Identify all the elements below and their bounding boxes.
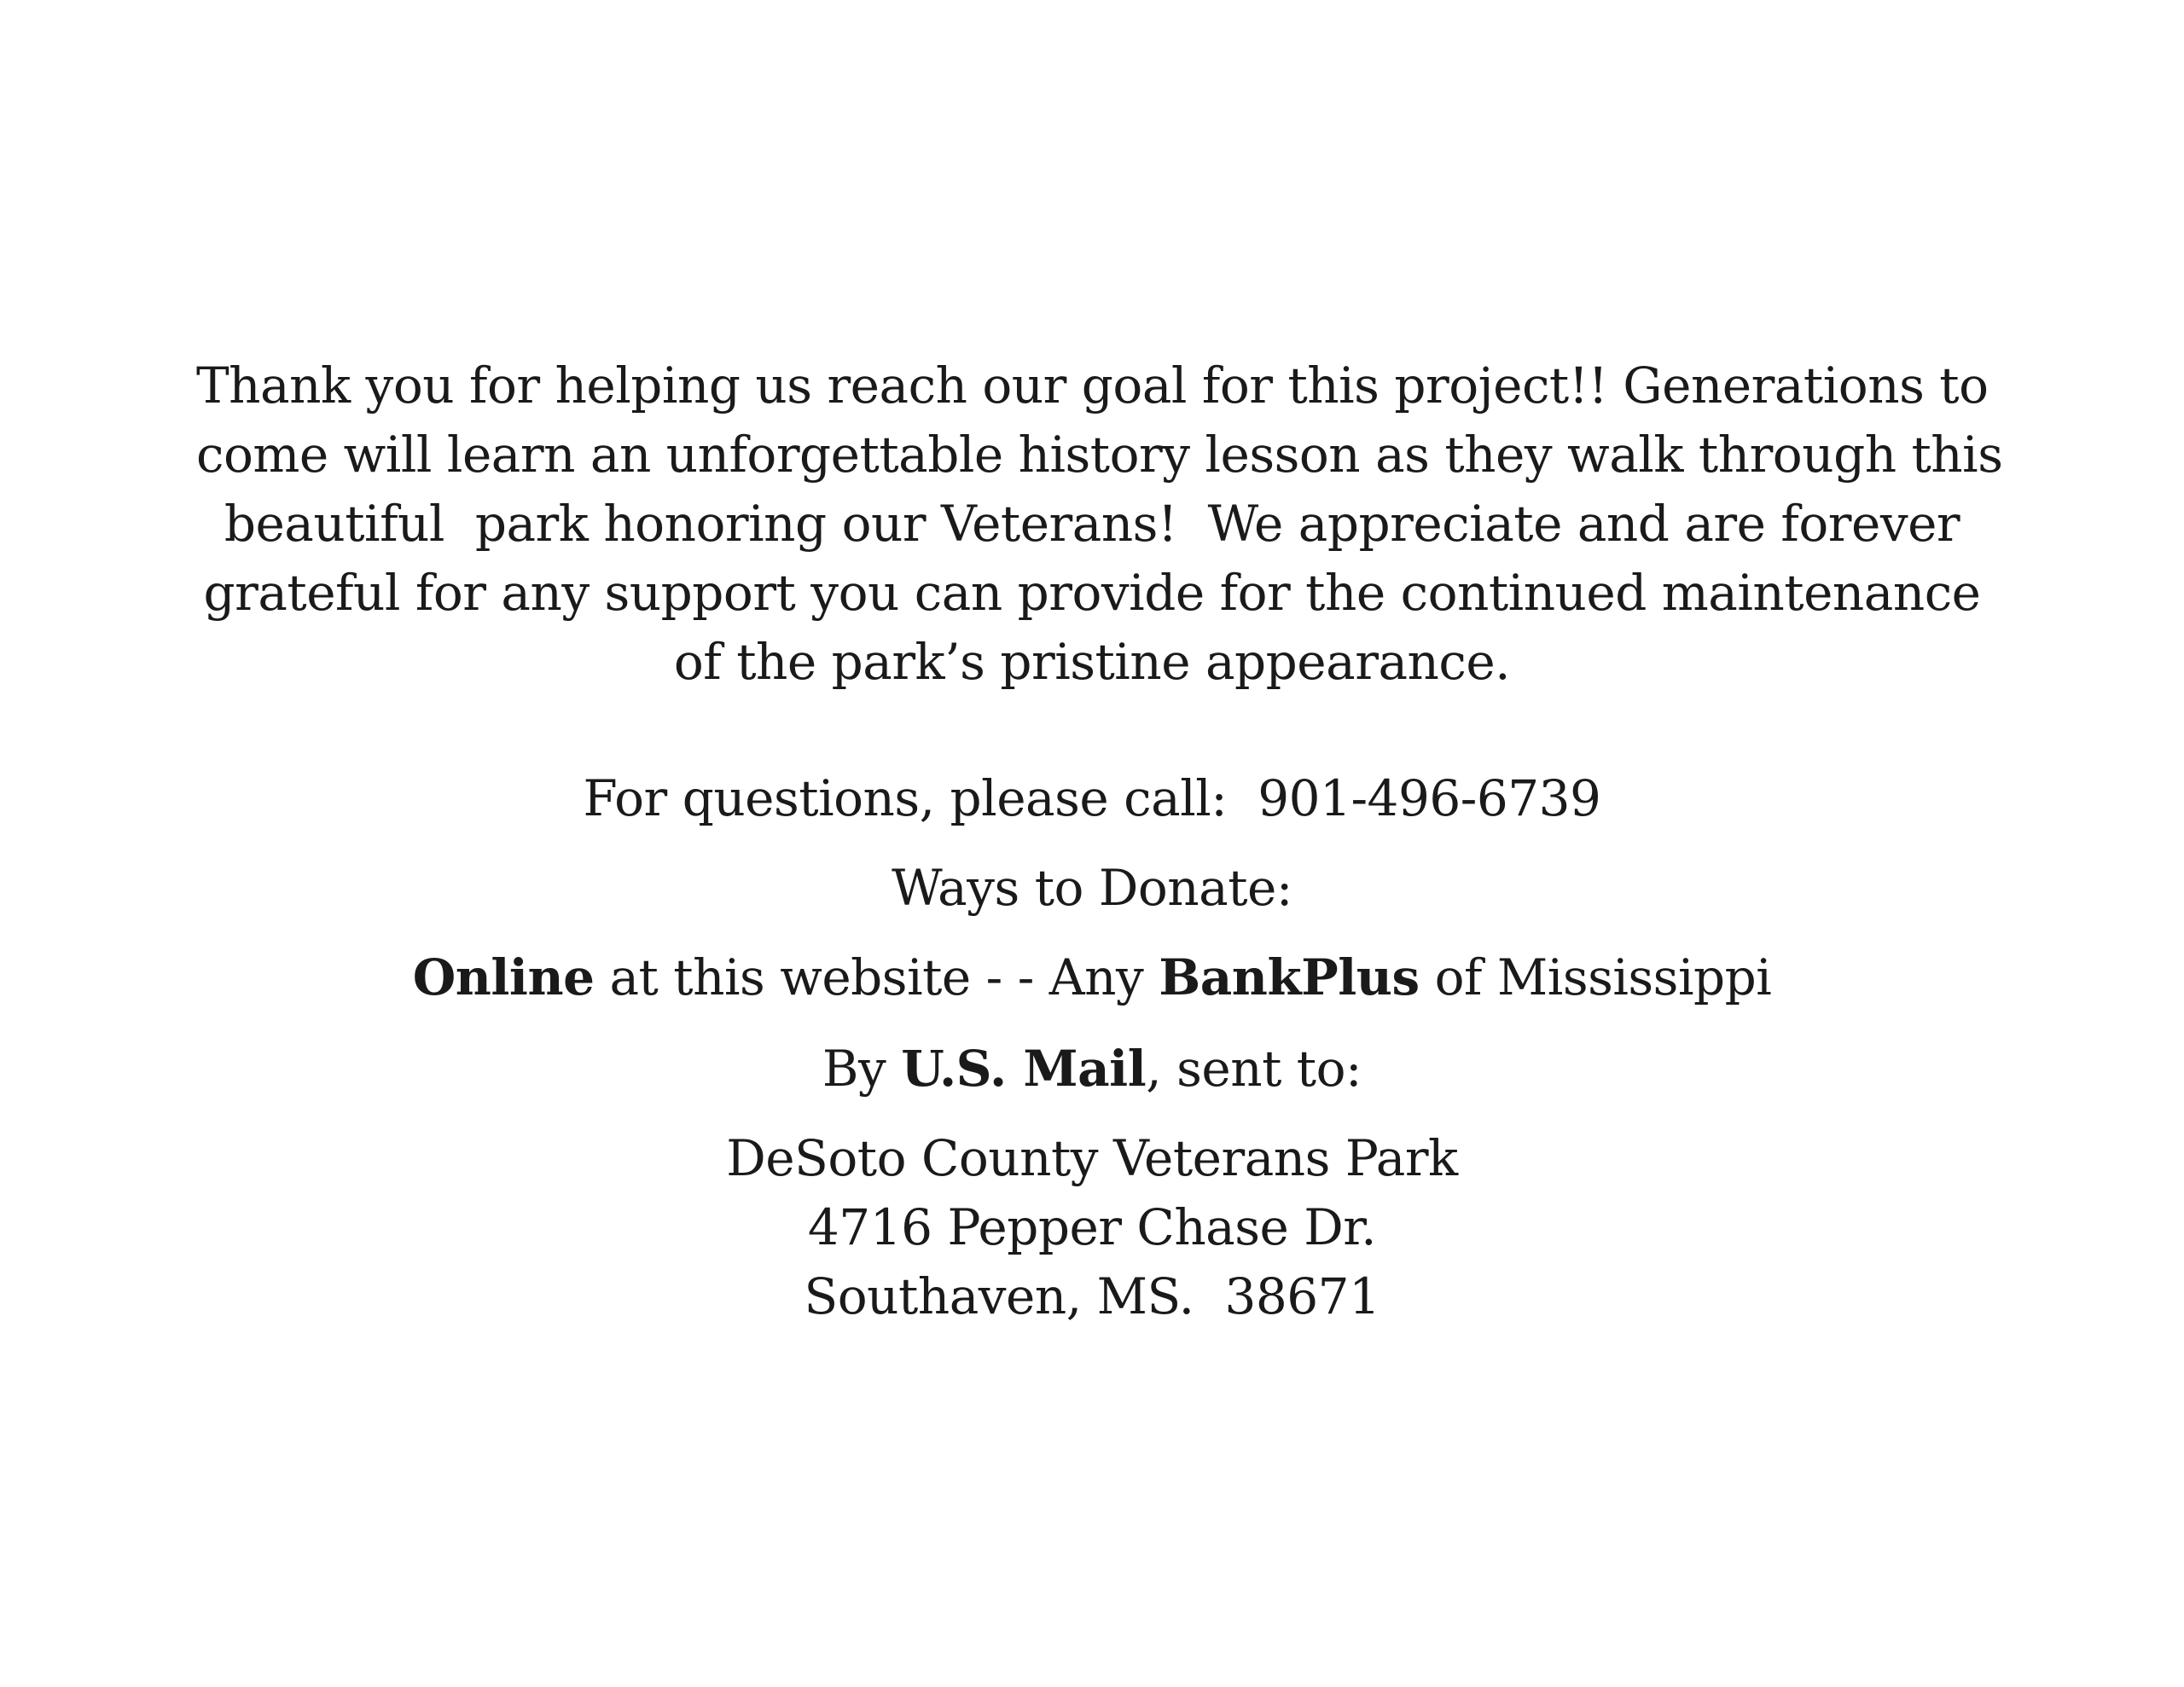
mail-label: U.S. Mail <box>901 1040 1147 1098</box>
ways-to-donate-heading: Ways to Donate: <box>892 859 1292 917</box>
mailing-address <box>0 1124 2184 1331</box>
phone-number: 901-496-6739 <box>1258 769 1601 827</box>
address-city: Southaven, MS. 38671 <box>804 1267 1380 1325</box>
online-donation-line <box>0 943 2184 1012</box>
online-text: at this website - - Any <box>594 948 1159 1006</box>
online-label: Online <box>412 948 595 1006</box>
bank-text: of Mississippi <box>1419 948 1772 1006</box>
mail-prefix: By <box>822 1040 902 1098</box>
thank-you-paragraph <box>196 351 2003 697</box>
paragraph-line: grateful for any support you can provide for the continued maintenance <box>203 564 1981 622</box>
paragraph-line: beautiful park honoring our Veterans! We appreciate and are forever <box>224 495 1960 553</box>
contact-line <box>0 764 2184 833</box>
bank-label: BankPlus <box>1159 948 1420 1006</box>
letter-content <box>0 351 2184 1331</box>
mail-suffix: , sent to: <box>1146 1040 1362 1098</box>
paragraph-line: come will learn an unforgettable history lesson as they walk through this <box>196 426 2003 484</box>
contact-prefix: For questions, please call: <box>583 769 1228 827</box>
paragraph-line: of the park’s pristine appearance. <box>673 633 1511 691</box>
address-street: 4716 Pepper Chase Dr. <box>807 1198 1377 1256</box>
address-name: DeSoto County Veterans Park <box>726 1129 1458 1187</box>
paragraph-line: Thank you for helping us reach our goal for this project!! Generations to <box>196 357 1989 415</box>
mail-donation-line <box>0 1035 2184 1104</box>
